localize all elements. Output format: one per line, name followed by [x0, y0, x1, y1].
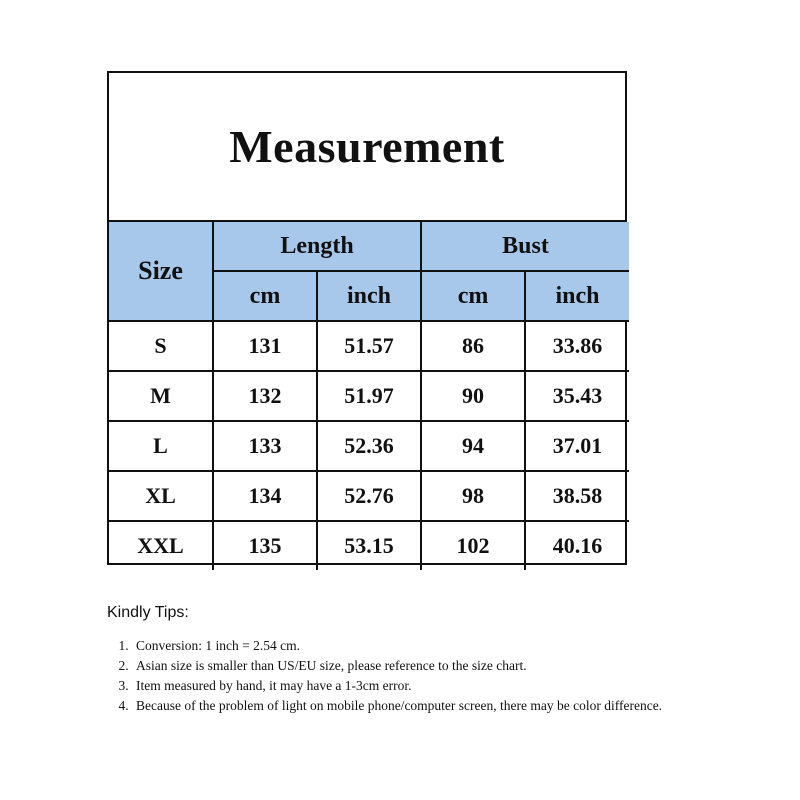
cell-length-inch: 51.57 — [317, 321, 421, 371]
header-length-cm: cm — [213, 271, 317, 321]
cell-bust-inch: 38.58 — [525, 471, 629, 521]
cell-bust-cm: 94 — [421, 421, 525, 471]
header-length: Length — [213, 222, 421, 271]
list-item: 2. Asian size is smaller than US/EU size, please reference to the size chart. — [132, 656, 717, 676]
cell-length-cm: 131 — [213, 321, 317, 371]
header-length-inch: inch — [317, 271, 421, 321]
table-row — [109, 421, 629, 471]
list-item: 1. Conversion: 1 inch = 2.54 cm. — [132, 636, 717, 656]
header-bust-inch: inch — [525, 271, 629, 321]
tips-title: Kindly Tips: — [107, 604, 189, 621]
cell-size: XXL — [109, 521, 213, 570]
cell-bust-inch: 37.01 — [525, 421, 629, 471]
table-row — [109, 371, 629, 421]
cell-bust-inch: 40.16 — [525, 521, 629, 570]
cell-bust-inch: 33.86 — [525, 321, 629, 371]
header-size: Size — [109, 222, 213, 321]
size-table — [109, 222, 629, 570]
cell-length-cm: 135 — [213, 521, 317, 570]
tips-list — [107, 636, 717, 716]
cell-length-cm: 134 — [213, 471, 317, 521]
cell-length-inch: 51.97 — [317, 371, 421, 421]
cell-bust-cm: 86 — [421, 321, 525, 371]
cell-length-inch: 52.36 — [317, 421, 421, 471]
cell-size: XL — [109, 471, 213, 521]
header-bust-cm: cm — [421, 271, 525, 321]
list-item: 4. Because of the problem of light on mobile phone/computer screen, there may be color difference. — [132, 696, 717, 716]
cell-length-cm: 133 — [213, 421, 317, 471]
table-row — [109, 471, 629, 521]
table-row — [109, 321, 629, 371]
cell-size: S — [109, 321, 213, 371]
cell-size: M — [109, 371, 213, 421]
size-chart — [107, 71, 627, 565]
cell-bust-inch: 35.43 — [525, 371, 629, 421]
cell-bust-cm: 102 — [421, 521, 525, 570]
table-row — [109, 521, 629, 570]
tips-section — [107, 604, 717, 716]
cell-length-inch: 52.76 — [317, 471, 421, 521]
cell-length-cm: 132 — [213, 371, 317, 421]
header-row-top — [109, 222, 629, 271]
header-bust: Bust — [421, 222, 629, 271]
list-item: 3. Item measured by hand, it may have a 1-3cm error. — [132, 676, 717, 696]
cell-bust-cm: 90 — [421, 371, 525, 421]
cell-length-inch: 53.15 — [317, 521, 421, 570]
cell-bust-cm: 98 — [421, 471, 525, 521]
cell-size: L — [109, 421, 213, 471]
chart-title: Measurement — [109, 73, 625, 222]
